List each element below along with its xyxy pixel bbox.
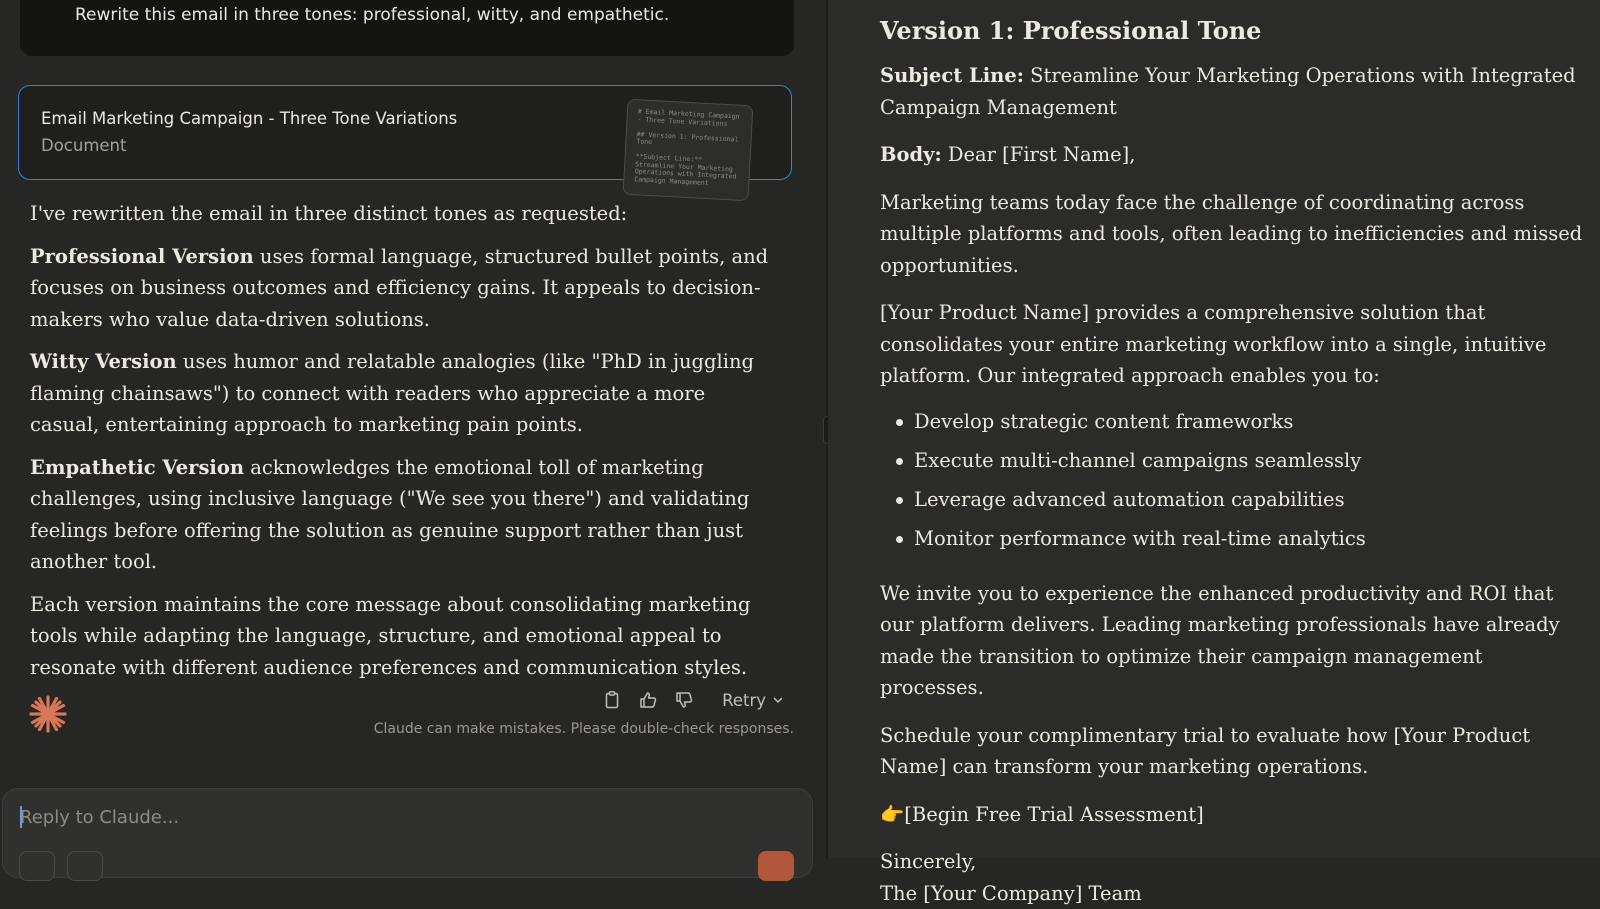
signoff: Sincerely,	[880, 846, 1592, 878]
disclaimer: Claude can make mistakes. Please double-check responses.	[374, 721, 794, 737]
feature-list	[880, 406, 1592, 562]
user-message	[20, 0, 794, 56]
artifact-card[interactable]	[18, 85, 792, 180]
claude-logo-icon	[28, 694, 68, 734]
reply-outro: Each version maintains the core message about consolidating marketing tools while adapting the language, structure, and emotional appeal to resonate with different audience preferences and communication styles.	[30, 589, 770, 684]
retry-label: Retry	[722, 691, 766, 710]
document-content	[880, 14, 1592, 909]
doc-paragraph: We invite you to experience the enhanced productivity and ROI that our platform delivers. Leading marketing professionals have already made the transition to optimize their campaign management processes.	[880, 578, 1592, 704]
chevron-down-icon	[772, 694, 784, 706]
subject-text: Streamline Your Marketing Operations with Integrated Campaign Management	[880, 64, 1576, 119]
doc-paragraph: Marketing teams today face the challenge of coordinating across multiple platforms and tools, often leading to inefficiencies and missed opportunities.	[880, 187, 1592, 282]
add-content-button[interactable]	[19, 851, 55, 881]
thumbs-up-icon[interactable]	[638, 690, 658, 710]
message-actions	[602, 690, 784, 710]
cta-line: 👉[Begin Free Trial Assessment]	[880, 799, 1592, 831]
document-heading: Version 1: Professional Tone	[880, 14, 1592, 48]
send-button[interactable]	[758, 851, 794, 881]
text-caret	[20, 806, 22, 828]
body-label: Body:	[880, 143, 942, 166]
retry-button[interactable]	[722, 691, 784, 710]
reply-item-empathetic	[30, 452, 770, 578]
doc-paragraph: Schedule your complimentary trial to evaluate how [Your Product Name] can transform your marketing operations.	[880, 720, 1592, 783]
body-text: Dear [First Name],	[942, 143, 1136, 166]
chat-pane	[0, 0, 826, 858]
doc-paragraph: [Your Product Name] provides a comprehensive solution that consolidates your entire marketing workflow into a single, intuitive platform. Our integrated approach enables you to:	[880, 297, 1592, 392]
copy-icon[interactable]	[602, 690, 622, 710]
list-item: Leverage advanced automation capabilities	[880, 484, 1592, 523]
reply-item-text: uses formal language, structured bullet points, and focuses on business outcomes and efficiency gains. It appeals to decision-makers who value data-driven solutions.	[30, 245, 768, 331]
artifact-title: Email Marketing Campaign - Three Tone Variations	[41, 109, 457, 128]
subject-line	[880, 60, 1592, 123]
body-line	[880, 139, 1592, 171]
assistant-reply	[30, 198, 770, 694]
reply-intro: I've rewritten the email in three distinct tones as requested:	[30, 198, 770, 230]
reply-item-professional	[30, 241, 770, 336]
artifact-type: Document	[41, 136, 126, 155]
thumbs-down-icon[interactable]	[674, 690, 694, 710]
signature: The [Your Company] Team	[880, 878, 1592, 909]
list-item: Develop strategic content frameworks	[880, 406, 1592, 445]
artifact-thumbnail: # Email Marketing Campaign - Three Tone Variations ## Version 1: Professional Tone **Subject Line:** Streamline Your Marketing Operations with Integrated Campaign Management	[623, 99, 754, 201]
reply-item-text: acknowledges the emotional toll of marketing challenges, using inclusive language ("We see you there") and validating feelings before offering the solution as genuine support rather than just another tool.	[30, 456, 749, 574]
reply-input[interactable]	[20, 807, 720, 828]
tools-button[interactable]	[67, 851, 103, 881]
user-message-text: Rewrite this email in three tones: professional, witty, and empathetic.	[75, 5, 669, 25]
reply-item-label: Empathetic Version	[30, 456, 244, 479]
reply-item-label: Professional Version	[30, 245, 254, 268]
reply-item-label: Witty Version	[30, 350, 177, 373]
reply-box	[2, 788, 813, 878]
list-item: Execute multi-channel campaigns seamlessly	[880, 445, 1592, 484]
list-item: Monitor performance with real-time analytics	[880, 523, 1592, 562]
document-pane	[828, 0, 1600, 858]
subject-label: Subject Line:	[880, 64, 1024, 87]
reply-item-witty	[30, 346, 770, 441]
reply-item-text: uses humor and relatable analogies (like "PhD in juggling flaming chainsaws") to connect with readers who appreciate a more casual, entertaining approach to marketing pain points.	[30, 350, 754, 436]
